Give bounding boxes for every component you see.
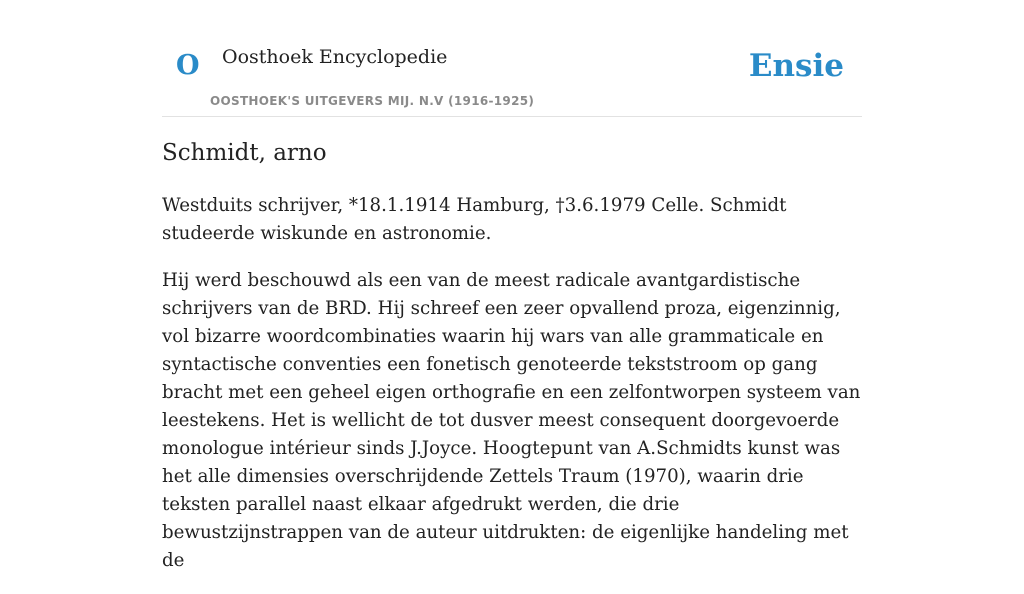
page-header xyxy=(162,0,862,117)
ensie-brand-link[interactable]: Ensie xyxy=(748,48,844,84)
entry-page xyxy=(162,0,862,571)
entry-body xyxy=(162,192,862,594)
entry-paragraph: Westduits schrijver, *18.1.1914 Hamburg, †3.6.1979 Celle. Schmidt studeerde wiskunde en astronomie. xyxy=(162,195,787,244)
publication-title[interactable]: Oosthoek Encyclopedie xyxy=(222,46,448,68)
publisher-name: OOSTHOEK'S UITGEVERS MIJ. N.V (1916-1925) xyxy=(210,94,535,108)
publication-logo[interactable]: O xyxy=(176,50,200,81)
entry-title: Schmidt, arno xyxy=(162,140,327,166)
entry-paragraph: Hij werd beschouwd als een van de meest radicale avantgardistische schrijvers van de BRD. Hij schreef een zeer opvallend proza, eigenzinnig, vol bizarre woordcombinaties waarin hij wars van alle grammaticale en syntactische conventies een fonetisch genoteerde tekststroom op gang bracht met een geheel eigen orthografie en een zelfontworpen systeem van leestekens. Het is wellicht de tot dusver meest consequent doorgevoerde monologue intérieur sinds J.Joyce. Hoogtepunt van A.Schmidts kunst was het alle dimensies overschrijdende Zettels Traum (1970), waarin drie teksten parallel naast elkaar afgedrukt werden, die drie bewustzijnstrappen van de auteur uitdrukten: de eigenlijke handeling met de xyxy=(162,270,861,571)
